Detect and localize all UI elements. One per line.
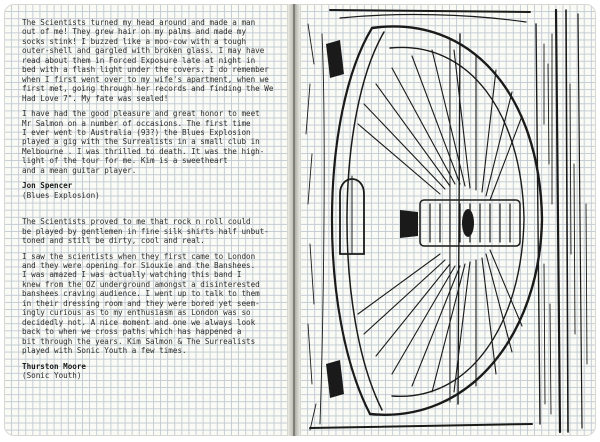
spine-line xyxy=(293,4,295,436)
right-page xyxy=(300,4,596,436)
paragraph-1: The Scientists turned my head around and made a man out of me! They grew hair on my palms and made my socks stink! I buzzed like a moo-cow with a tough outer-shell and gargled with broken glass. I may have read about them in Forced Exposure late at night in bed with a flash light under the covers. I do remember when I first went over to my wife's apartment, when we first met, going through her records and finding the We Had Love 7". My fate was sealed! xyxy=(22,18,274,103)
left-page xyxy=(4,4,288,436)
paragraph-3: The Scientists proved to me that rock n roll could be played by gentlemen in fine silk shirts half unbut- toned and still be dirty, cool and real. xyxy=(22,217,269,246)
author-jon-spencer: Jon Spencer xyxy=(22,181,73,191)
pen-sketch-icon xyxy=(300,4,596,436)
paragraph-4: I saw the scientists when they first came to London and they were opening for Siouxie and the Banshees. I was amazed I was actually watching this band I knew from the OZ underground amongst a disinterested banshees craving audience. I went up to talk to them in their dressing room and they were bored yet seem- ingly curious as to my enthusiasm as London was so decidedly not. A nice moment and one we always look back to when we cross paths which has happened a bit through the years. Kim Salmon & The Surrealists played with Sonic Youth a few times. xyxy=(22,251,260,356)
author-thurston-moore: Thurston Moore xyxy=(22,361,87,371)
paragraph-2: I have had the good pleasure and great honor to meet Mr Salmon on a number of occasions. The first time I ever went to Australia (93?) the Blues Explosion played a gig with the Surrealists in a small club in Melbourne . I was thrilled to death. It was the high- light of the tour for me. Kim is a sweetheart and a mean guitar player. xyxy=(22,109,265,175)
left-page-text xyxy=(22,18,287,380)
band-sonic-youth: (Sonic Youth) xyxy=(22,370,82,380)
band-blues-explosion: (Blues Explosion) xyxy=(22,190,100,200)
